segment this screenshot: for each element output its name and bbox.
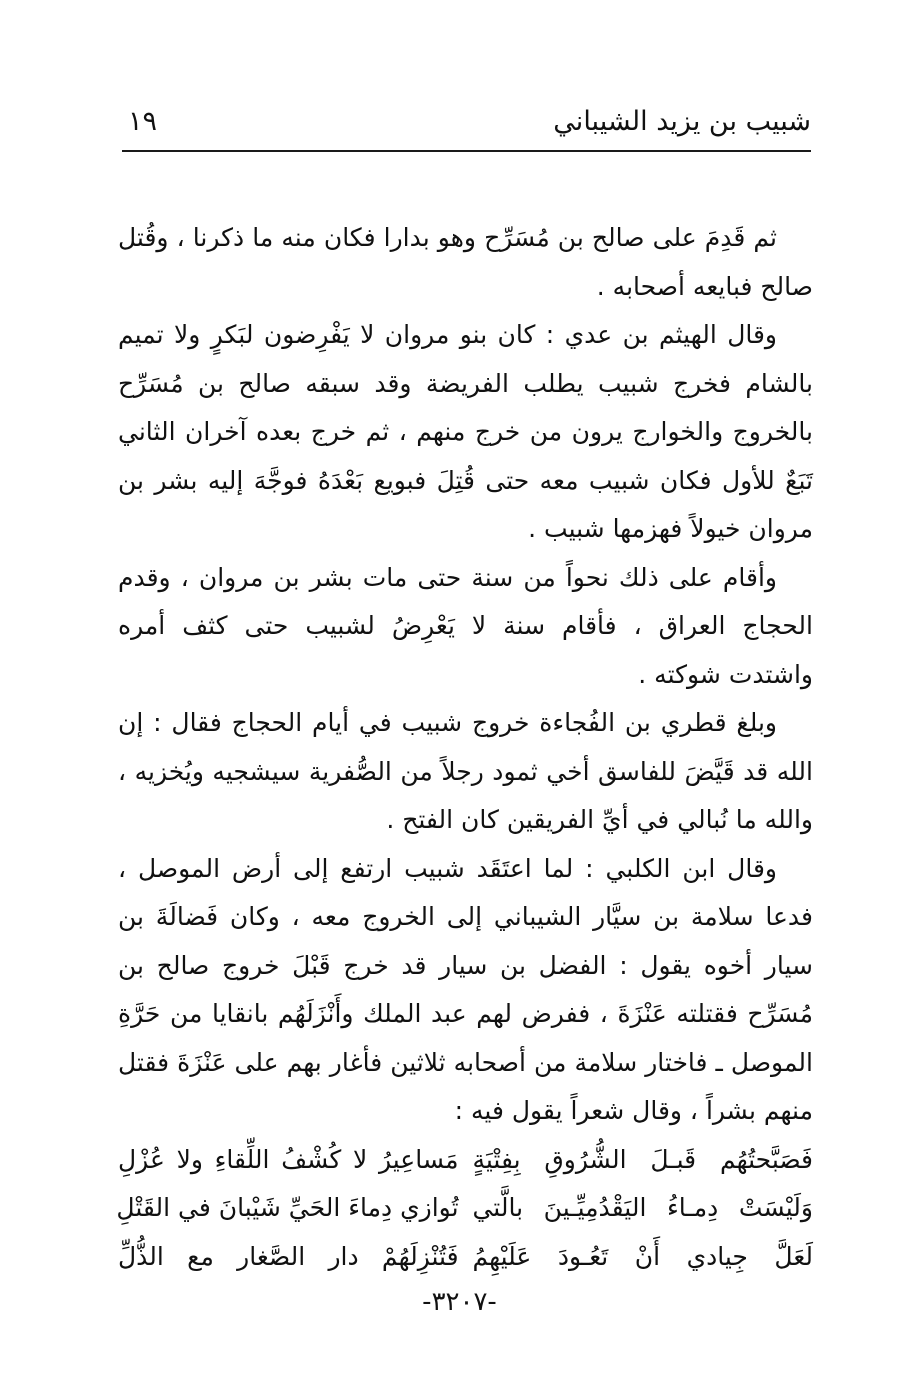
verse-first-hemistich: فَصَبَّحتُهُم قَبـلَ الشُّرُوقِ بِفِتْيَةٍ (472, 1144, 813, 1174)
folio-number: -٣٢٠٧- (422, 1287, 497, 1317)
paragraph: ثم قَدِمَ على صالح بن مُسَرِّح وهو بدارا فكان منه ما ذكرنا ، وقُتل صالح فبايعه أصحابه . (118, 223, 813, 301)
paragraph: وأقام على ذلك نحواً من سنة حتى مات بشر بن مروان ، وقدم الحجاج العراق ، فأقام سنة لا يَعْرِضُ لشبيب حتى كثف أمره واشتدت شوكته . (118, 562, 813, 689)
verse-second-hemistich: تُوازي دِماءَ الحَيِّ شَيْبانَ في القَتْلِ (116, 1193, 459, 1222)
verse-first-hemistich: لَعَلَّ جِيادي أَنْ تَعُـودَ عَلَيْهِمُ (472, 1241, 813, 1271)
poem-verse (118, 1184, 813, 1233)
verse-first-hemistich: وَلَيْسَتْ دِمـاءُ اليَقْدُمِيِّـينَ بالَّتي (472, 1193, 813, 1222)
verse-second-hemistich: مَساعِيرُ لا كُشْفُ اللِّقاءِ ولا عُزْلِ (118, 1144, 459, 1174)
page-number: ١٩ (128, 106, 158, 137)
page-header (122, 98, 811, 152)
poem-verse (118, 1136, 813, 1185)
main-text (118, 214, 813, 1281)
poem-verse (118, 1233, 813, 1282)
paragraph: وقال ابن الكلبي : لما اعتَقَد شبيب ارتفع إلى أرض الموصل ، فدعا سلامة بن سيَّار الشيباني إلى الخروج معه ، وكان فَضالَةَ بن سيار أخوه يقول : الفضل بن سيار قد خرج قَبْلَ خروج صالح بن مُسَرِّح فقتلته عَنْزَةَ ، ففرض لهم عبد الملك وأَنْزَلَهُم بانقايا من حَرَّةِ الموصل ـ فاختار سلامة من أصحابه ثلاثين فأغار بهم على عَنْزَةَ فقتل منهم بشراً ، وقال شعراً يقول فيه : (118, 853, 813, 1125)
verse-second-hemistich: فَتُنْزِلَهُمْ دار الصَّغار مع الذُّلِّ (118, 1241, 459, 1271)
running-title: شبيب بن يزيد الشيباني (553, 106, 811, 137)
paragraph: وبلغ قطري بن الفُجاءة خروج شبيب في أيام الحجاج فقال : إن الله قد قَيَّضَ للفاسق أخي ثمود رجلاً من الصُّفرية سيشجيه ويُخزيه ، والله ما نُبالي في أيِّ الفريقين كان الفتح . (118, 708, 813, 834)
poem (118, 1136, 813, 1282)
paragraph: وقال الهيثم بن عدي : كان بنو مروان لا يَفْرِضون لبَكرٍ ولا تميم بالشام فخرج شبيب يطلب الفريضة وقد سبقه صالح بن مُسَرِّح بالخروج والخوارج يرون من خرج منهم ، ثم خرج بعده آخران الثاني تَبَعٌ للأول فكان شبيب معه حتى قُتِلَ فبويع بَعْدَهُ فوجَّهَ إليه بشر بن مروان خيولاً فهزمها شبيب . (118, 320, 813, 543)
